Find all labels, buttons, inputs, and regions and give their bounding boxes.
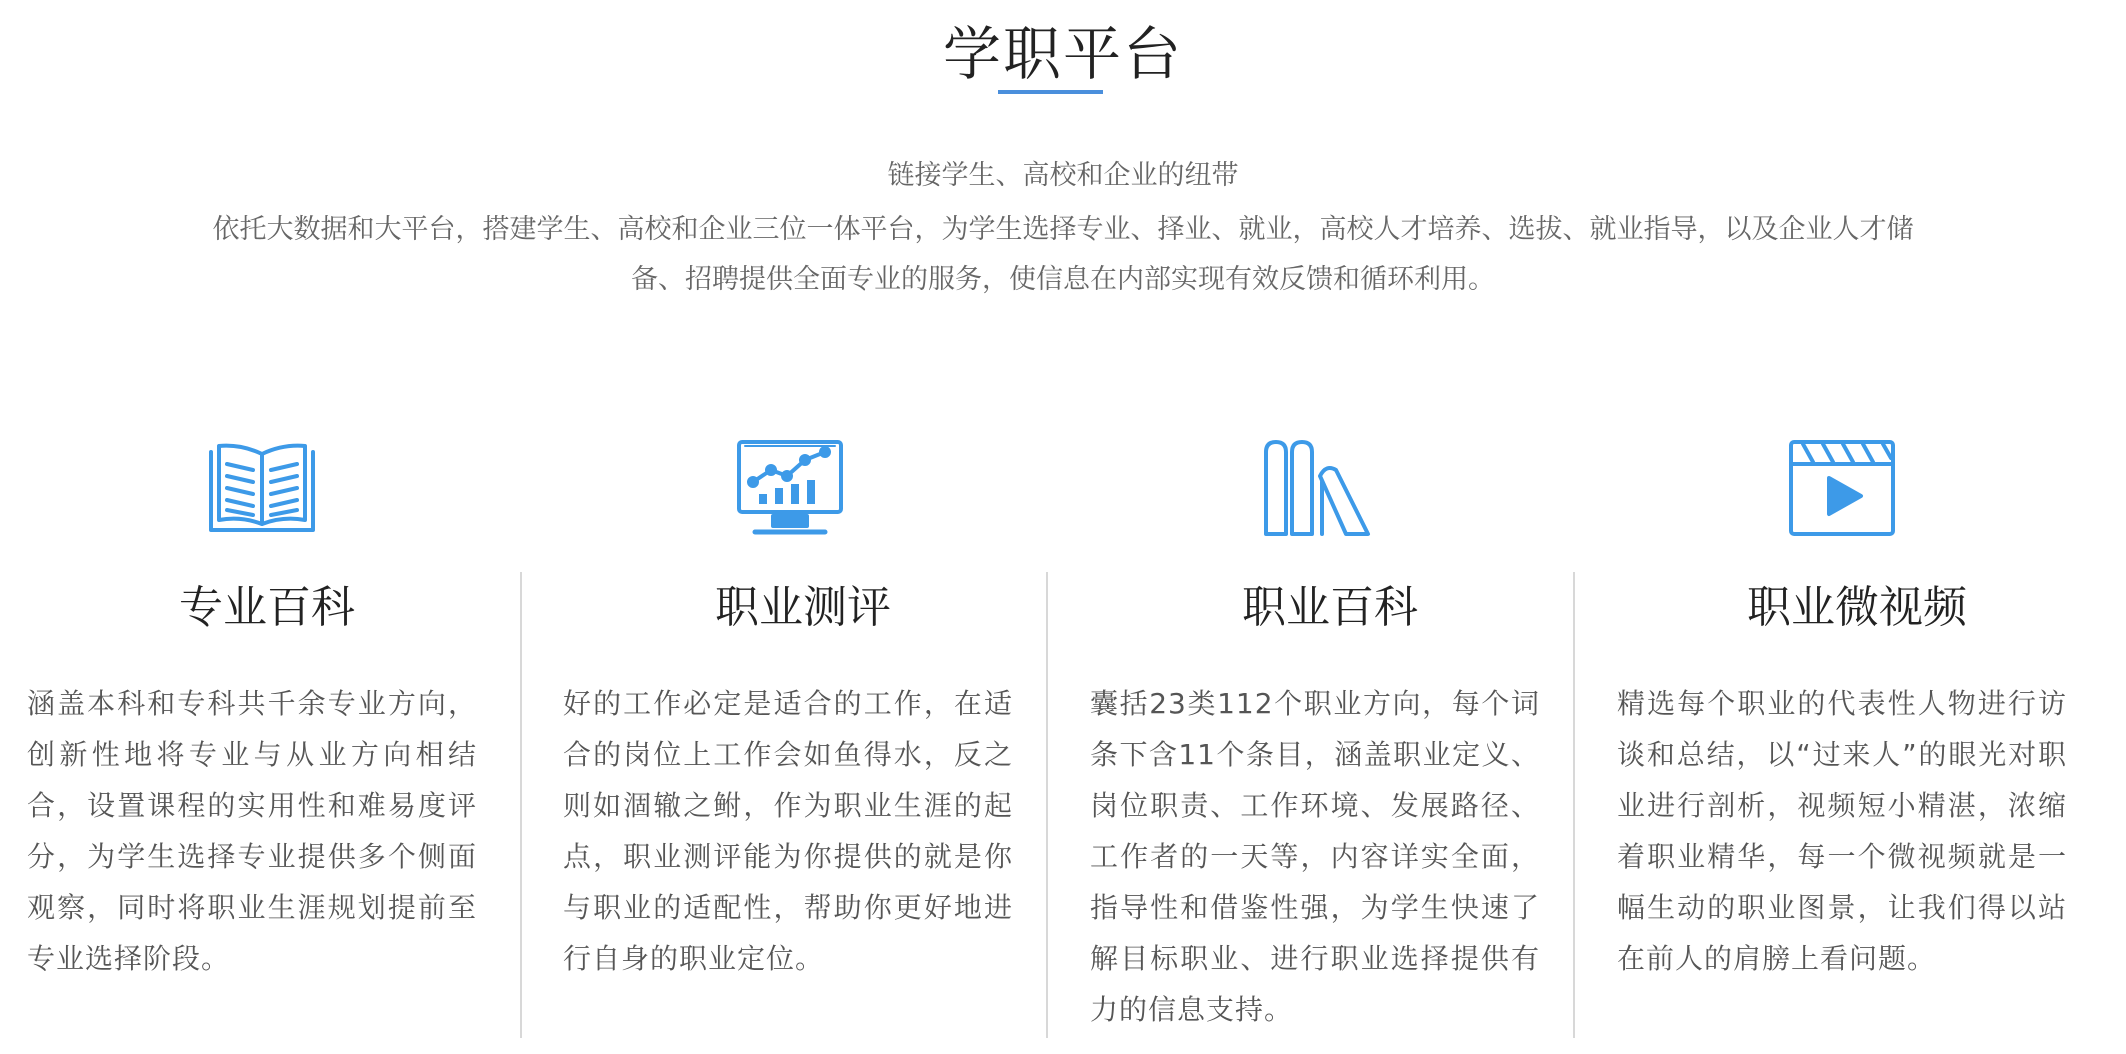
title-underline (998, 90, 1103, 94)
column-divider (1046, 572, 1048, 1038)
feature-title: 职业微视频 (1747, 582, 1967, 633)
page-title: 学职平台 (942, 20, 1183, 88)
books-icon (1262, 438, 1372, 538)
feature-title: 职业测评 (715, 582, 891, 633)
feature-title: 职业百科 (1242, 582, 1418, 633)
feature-text: 囊括23类112个职业方向，每个词条下含11个条目，涵盖职业定义、岗位职责、工作环境、发展路径、工作者的一天等，内容详实全面，指导性和借鉴性强，为学生快速了解目标职业、进行职业选择提供有力的信息支持。 (1090, 687, 1540, 1026)
feature-text: 好的工作必定是适合的工作，在适合的岗位上工作会如鱼得水，反之则如涸辙之鲋，作为职业生涯的起点，职业测评能为你提供的就是你与职业的适配性，帮助你更好地进行自身的职业定位。 (563, 687, 1013, 975)
column-divider (1573, 572, 1575, 1038)
open-book-icon (207, 438, 317, 538)
page-subtitle: 链接学生、高校和企业的纽带 (887, 160, 1239, 191)
column-divider (520, 572, 522, 1038)
video-icon (1787, 438, 1897, 538)
feature-text: 精选每个职业的代表性人物进行访谈和总结，以“过来人”的眼光对职业进行剖析，视频短小精湛，浓缩着职业精华，每一个微视频就是一幅生动的职业图景，让我们得以站在前人的肩膀上看问题。 (1617, 687, 2067, 975)
feature-title: 专业百科 (179, 582, 355, 633)
chart-monitor-icon (735, 438, 845, 538)
feature-text: 涵盖本科和专科共千余专业方向，创新性地将专业与从业方向相结合，设置课程的实用性和难易度评分，为学生选择专业提供多个侧面观察，同时将职业生涯规划提前至专业选择阶段。 (27, 687, 477, 975)
page-description: 依托大数据和大平台，搭建学生、高校和企业三位一体平台，为学生选择专业、择业、就业，高校人才培养、选拔、就业指导，以及企业人才储备、招聘提供全面专业的服务，使信息在内部实现有效反馈和循环利用。 (212, 214, 1914, 295)
